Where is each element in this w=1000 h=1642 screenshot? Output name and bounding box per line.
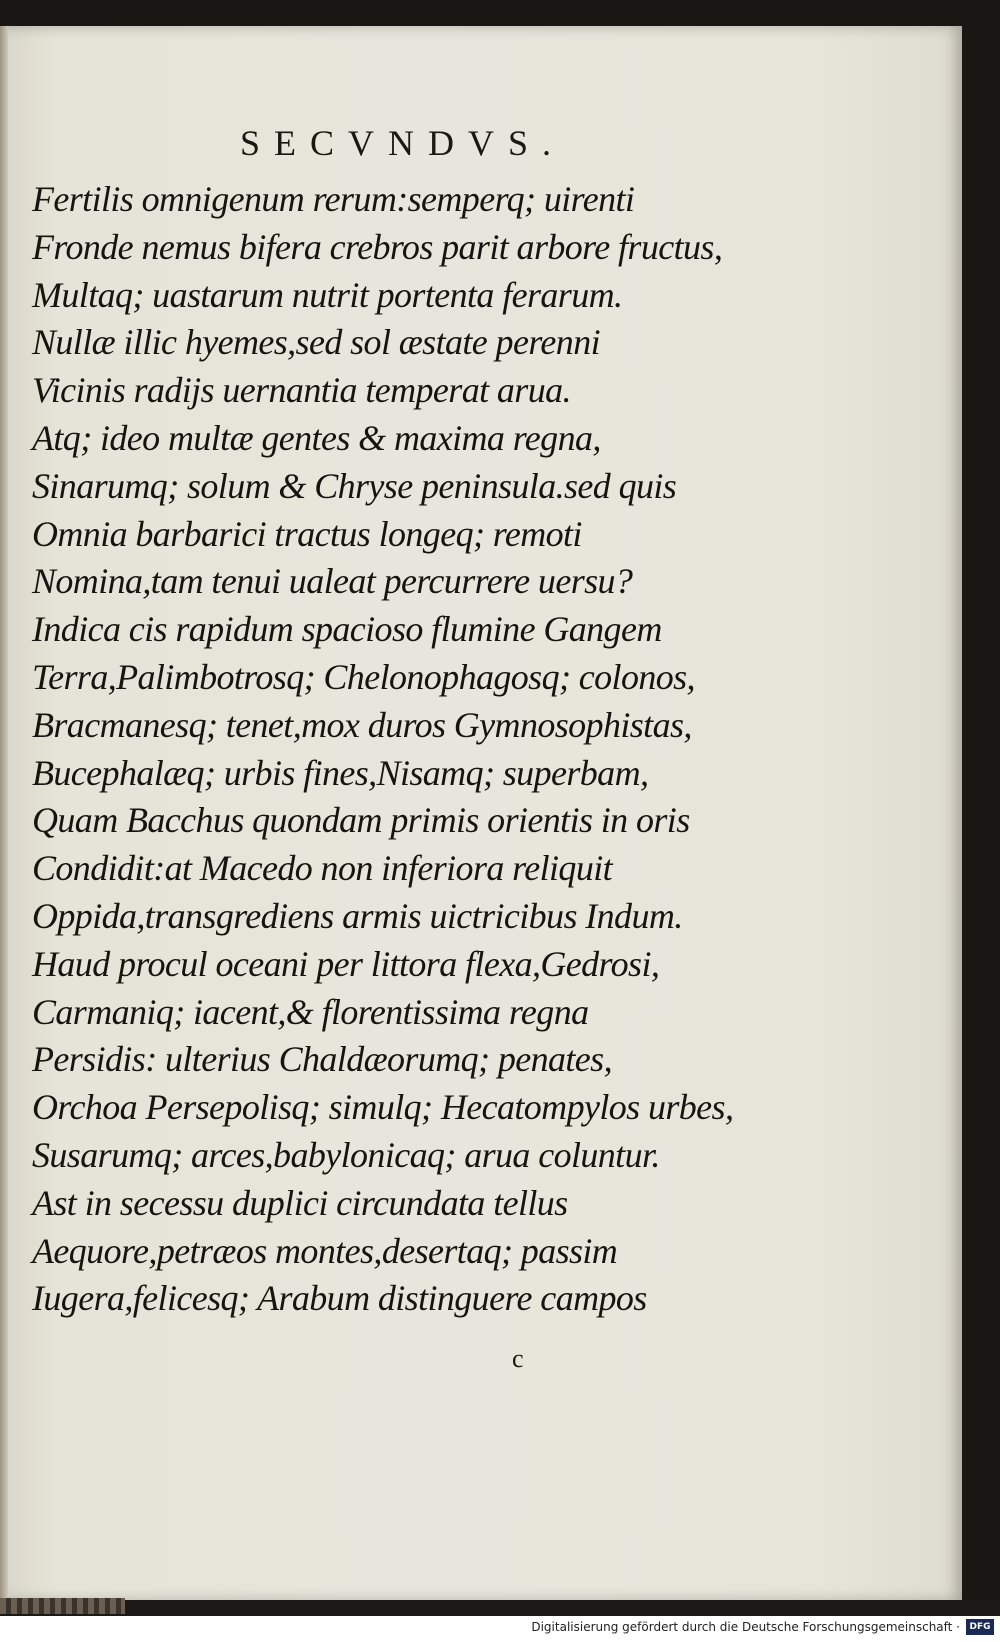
verse-line: Oppida,transgrediens armis uictricibus Indum.: [32, 895, 683, 936]
binding-strip: [0, 1600, 1000, 1616]
verse-line: Bucephalæq; urbis fines,Nisamq; superbam,: [32, 752, 649, 793]
verse-line: Nullæ illic hyemes,sed sol æstate perenni: [32, 322, 600, 363]
verse-line: Indica cis rapidum spacioso flumine Gangem: [32, 609, 662, 650]
signature-mark: c: [512, 1344, 524, 1373]
verse-line: Orchoa Persepolisq; simulq; Hecatompylos urbes,: [32, 1087, 734, 1128]
verse-line: Fertilis omnigenum rerum:semperq; uirenti: [32, 179, 635, 219]
verse-line: Ast in secessu duplici circundata tellus: [32, 1182, 568, 1223]
verse-line: Condidit:at Macedo non inferiora reliquit: [32, 848, 613, 889]
running-head: SECVNDVS.: [240, 123, 566, 163]
binding-decoration: [0, 1598, 125, 1614]
verse-line: Nomina,tam tenui ualeat percurrere uersu?: [32, 561, 633, 602]
footer-bar: [0, 1616, 1000, 1642]
verse-line: Aequore,petræos montes,desertaq; passim: [32, 1230, 618, 1271]
verse-line: Sinarumq; solum & Chryse peninsula.sed quis: [32, 465, 677, 506]
dfg-logo-icon: DFG: [966, 1619, 994, 1635]
verse-line: Bracmanesq; tenet,mox duros Gymnosophistas,: [32, 704, 692, 745]
verse-line: Omnia barbarici tractus longeq; remoti: [32, 513, 582, 554]
verse-line: Susarumq; arces,babylonicaq; arua coluntur.: [32, 1134, 660, 1175]
verse-text: [32, 176, 733, 1323]
verse-line: Multaq; uastarum nutrit portenta ferarum.: [32, 274, 623, 315]
verse-line: Atq; ideo multæ gentes & maxima regna,: [32, 417, 601, 458]
verse-line: Vicinis radijs uernantia temperat arua.: [32, 370, 571, 411]
verse-line: Haud procul oceani per littora flexa,Gedrosi,: [32, 943, 660, 984]
verse-line: Terra,Palimbotrosq; Chelonophagosq; colonos,: [32, 656, 695, 697]
verse-line: Quam Bacchus quondam primis orientis in oris: [32, 800, 690, 841]
verse-line: Fronde nemus bifera crebros parit arbore fructus,: [32, 226, 723, 267]
verse-line: Iugera,felicesq; Arabum distinguere campos: [32, 1278, 647, 1319]
verse-line: Persidis: ulterius Chaldæorumq; penates,: [32, 1039, 612, 1080]
book-page: [0, 26, 962, 1601]
page-edge: [0, 26, 8, 1601]
verse-line: Carmaniq; iacent,& florentissima regna: [32, 991, 589, 1032]
funding-notice: Digitalisierung gefördert durch die Deutsche Forschungsgemeinschaft ·: [531, 1620, 960, 1634]
